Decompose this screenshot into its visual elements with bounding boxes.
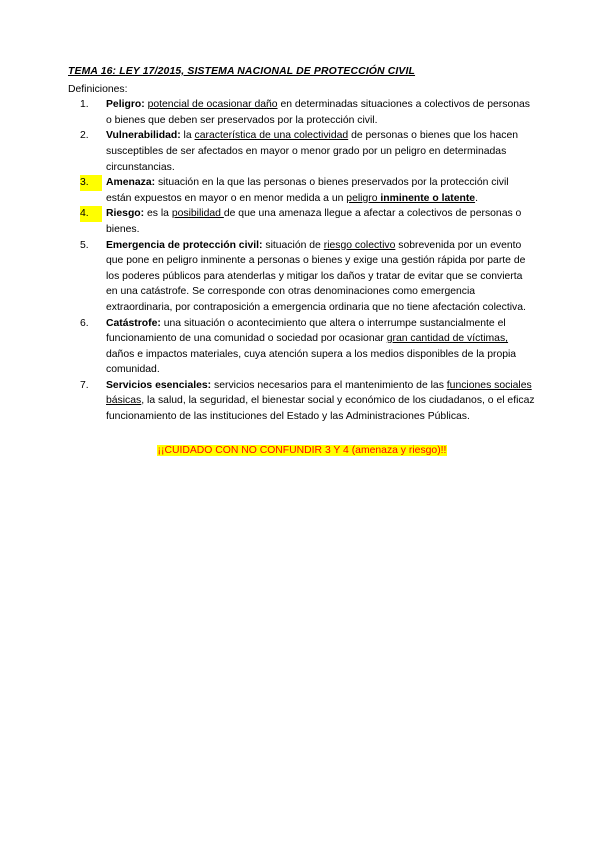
definition-text-segment: servicios necesarios para el mantenimiento de las [211, 379, 447, 391]
definition-text-segment: , la salud, la seguridad, el bienestar social y económico de los ciudadanos, o el eficaz funcionamiento de las instituciones del Estado y las Administraciones Públicas. [106, 395, 535, 423]
definitions-list [68, 97, 536, 424]
definition-item [68, 206, 536, 237]
definition-term: Riesgo: [106, 208, 145, 220]
list-marker: 1. [80, 99, 92, 111]
list-marker: 3. [80, 175, 102, 191]
definition-text-segment: situación de [262, 239, 324, 251]
warning-text: ¡¡CUIDADO CON NO CONFUNDIR 3 Y 4 (amenaza y riesgo)!! [157, 444, 447, 456]
definition-term: Vulnerabilidad: [106, 130, 181, 142]
warning-note [68, 443, 536, 459]
list-marker: 4. [80, 206, 102, 222]
definition-term: Emergencia de protección civil: [106, 239, 263, 251]
list-marker: 5. [80, 239, 92, 251]
definition-text-segment: de personas o bienes que los hacen susceptibles de ser afectados en mayor o menor grado por un peligro en determinadas circunstancias. [106, 130, 519, 173]
definition-item [68, 128, 536, 175]
definition-item [68, 378, 536, 425]
definition-text-segment: la [180, 130, 195, 142]
definition-item [68, 175, 536, 206]
definition-text-segment: de que una amenaza llegue a afectar a colectivos de personas o bienes. [106, 208, 522, 235]
page-title: TEMA 16: LEY 17/2015, SISTEMA NACIONAL DE PROTECCIÓN CIVIL [68, 66, 416, 77]
definition-item [68, 238, 536, 316]
definition-text-segment: en determinadas situaciones a colectivos de personas o bienes que deben ser preservados por la protección civil. [106, 99, 530, 126]
definition-term: Servicios esenciales: [106, 379, 212, 391]
definition-text-segment: posibilidad [171, 208, 224, 220]
definition-item [68, 316, 536, 378]
definition-text-segment: riesgo colectivo [323, 239, 396, 251]
definition-text-segment: sobrevenida por un evento que pone en peligro inminente a personas o bienes y exige una gestión rápida por parte de los poderes públicos para atenderlas y mitigar los daños y tratar de evitar que se convierta en una catástrofe. Se corresponde con otras denominaciones como emergencia extraordinaria, por contraposición a emergencia ordinaria que no tiene afectación colectiva. [106, 239, 526, 313]
list-marker: 7. [80, 379, 92, 391]
definition-text-segment: gran cantidad de víctimas, [386, 333, 509, 345]
definition-text-segment: daños e impactos materiales, cuya atención supera a los medios disponibles de la propia comunidad. [106, 348, 517, 376]
definition-text-segment: es la [144, 208, 172, 220]
definition-text-segment: peligro [346, 192, 381, 204]
definition-term: Catástrofe: [106, 317, 161, 329]
definition-text-segment: potencial de ocasionar daño [147, 99, 278, 111]
definition-item [68, 97, 536, 128]
definition-term: Peligro: [106, 99, 145, 111]
section-label-definiciones: Definiciones: [68, 83, 128, 95]
document-body [68, 64, 536, 458]
list-marker: 6. [80, 317, 92, 329]
definition-text-segment: una situación o acontecimiento que altera o interrumpe sustancialmente el funcionamiento de una comunidad o sociedad por ocasionar [106, 317, 506, 345]
list-marker: 2. [80, 130, 92, 142]
definition-text-segment: característica de una colectividad [194, 130, 349, 142]
definition-text-segment: . [475, 192, 478, 204]
definition-term: Amenaza: [106, 177, 156, 189]
definition-text-segment: situación en la que las personas o bienes preservados por la protección civil están expuestos en mayor o en menor medida a un [106, 177, 509, 204]
definition-text-segment: funciones sociales básicas [106, 379, 532, 407]
definition-text-segment: inminente o latente [380, 192, 476, 204]
